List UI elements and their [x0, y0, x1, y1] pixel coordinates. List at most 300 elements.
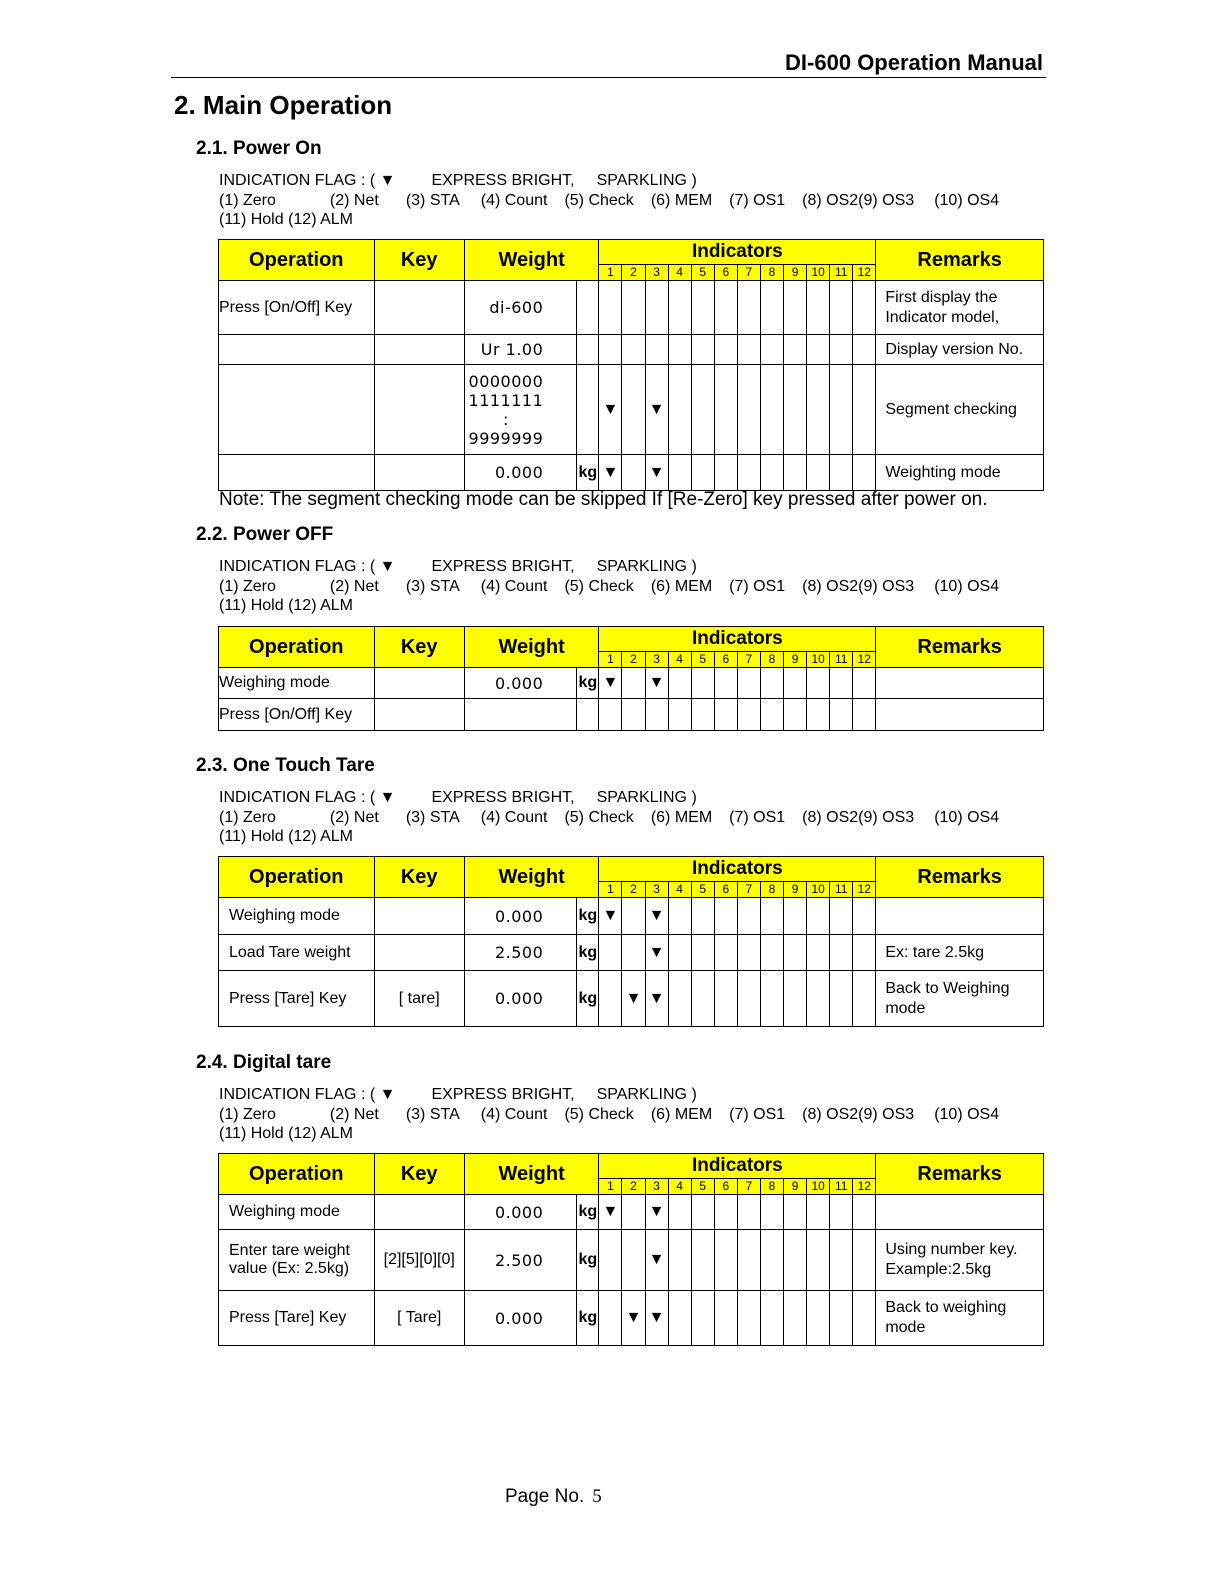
indicator-number: 6 [714, 882, 737, 897]
indicator-cell [714, 668, 737, 699]
remarks-cell: Segment checking [876, 365, 1044, 455]
unit-cell: kg [577, 668, 599, 699]
flag-legend-item: EXPRESS BRIGHT, [431, 172, 575, 189]
indicator-cell [807, 1291, 830, 1346]
flag-legend-line [219, 171, 999, 191]
indicator-cell [737, 898, 760, 935]
remarks-cell: First display the Indicator model, [876, 281, 1044, 335]
indicator-cell [760, 699, 783, 731]
table-row [219, 898, 1044, 935]
indicator-numbers [599, 881, 875, 897]
indicator-cell [807, 699, 830, 731]
flag-legend-item: EXPRESS BRIGHT, [431, 558, 575, 575]
indicator-cell [830, 668, 853, 699]
indicator-number: 7 [737, 652, 760, 667]
indicator-cell [760, 335, 783, 365]
indicator-cell [807, 455, 830, 491]
indicator-cell: ▼ [645, 1291, 668, 1346]
indicator-cell [691, 335, 714, 365]
flag-item: (8) OS2 [802, 577, 859, 595]
flag-item: (10) OS4 [934, 808, 1000, 826]
indicators-title: Indicators [691, 858, 783, 879]
key-cell: [ Tare] [374, 1291, 464, 1346]
indicator-cell [668, 1230, 691, 1291]
indicator-cell: ▼ [645, 971, 668, 1027]
flag-item: (6) MEM [650, 1105, 713, 1123]
table-header-row [219, 240, 1044, 281]
table-header-row [219, 1154, 1044, 1195]
indicator-cell [830, 455, 853, 491]
indicator-cell [784, 1195, 807, 1230]
remarks-cell: Ex: tare 2.5kg [876, 935, 1044, 971]
indicator-cell [853, 1291, 876, 1346]
indication-flags [219, 171, 999, 230]
key-cell [374, 335, 464, 365]
flag-item: (7) OS1 [729, 191, 786, 209]
indicator-cell [830, 281, 853, 335]
indicator-cell [668, 335, 691, 365]
operation-cell [219, 335, 375, 365]
col-indicators-header [599, 857, 876, 898]
weight-cell [464, 365, 576, 455]
indicator-cell [714, 281, 737, 335]
unit-cell [577, 365, 599, 455]
indicator-cell [737, 699, 760, 731]
indicator-cell: ▼ [645, 1230, 668, 1291]
indicator-cell [807, 971, 830, 1027]
indicator-cell [645, 281, 668, 335]
indicator-cell: ▼ [599, 1195, 622, 1230]
indicator-cell [691, 1195, 714, 1230]
indicator-cell: ▼ [645, 668, 668, 699]
indicator-cell [668, 455, 691, 491]
indicator-number: 5 [691, 652, 714, 667]
flag-item: (2) Net [329, 191, 379, 209]
flag-item: (6) MEM [650, 808, 713, 826]
flag-list-line: (11) Hold (12) ALM [219, 828, 353, 845]
indicator-cell [599, 281, 622, 335]
unit-cell: kg [577, 898, 599, 935]
indicator-cell [691, 668, 714, 699]
col-key-header: Key [374, 627, 464, 668]
indicator-cell [737, 365, 760, 455]
flag-item: (3) STA [405, 1105, 460, 1123]
indicator-number: 4 [668, 652, 691, 667]
table-row [219, 365, 1044, 455]
segment-display [469, 372, 544, 448]
indicator-number: 6 [714, 652, 737, 667]
indicator-cell [784, 281, 807, 335]
indicator-cell [714, 971, 737, 1027]
indicator-cell [853, 1230, 876, 1291]
indicator-cell [691, 935, 714, 971]
weight-cell [464, 699, 576, 731]
indicator-cell [622, 935, 645, 971]
indicator-cell [830, 898, 853, 935]
remarks-cell: Back to Weighing mode [876, 971, 1044, 1027]
indicators-title: Indicators [691, 628, 783, 649]
operation-cell: Weighing mode [219, 668, 375, 699]
indicator-cell [853, 668, 876, 699]
indicator-cell [784, 668, 807, 699]
flag-item: (1) Zero [219, 808, 276, 826]
flag-legend-item: EXPRESS BRIGHT, [431, 789, 575, 806]
flag-item: (4) Count [480, 577, 548, 595]
flag-item: (2) Net [329, 808, 379, 826]
indicator-cell [853, 935, 876, 971]
flag-item: (3) STA [405, 191, 460, 209]
indicator-cell [853, 455, 876, 491]
flag-list-line: (11) Hold (12) ALM [219, 211, 353, 228]
indicator-cell [830, 1291, 853, 1346]
indicator-cell [691, 365, 714, 455]
flag-item: (4) Count [480, 1105, 548, 1123]
indicator-number: 3 [645, 265, 668, 280]
indicator-cell [784, 455, 807, 491]
indicator-number: 9 [783, 652, 806, 667]
indicator-cell [714, 455, 737, 491]
indicator-cell [807, 365, 830, 455]
flag-legend-line [219, 788, 999, 808]
indicator-number: 11 [829, 652, 852, 667]
indicator-number: 12 [852, 652, 875, 667]
key-cell: [2][5][0][0] [374, 1230, 464, 1291]
indicator-cell [737, 668, 760, 699]
flag-item: (5) Check [564, 577, 634, 595]
indication-flags [219, 788, 999, 847]
indicator-number: 8 [760, 882, 783, 897]
indicator-cell: ▼ [599, 365, 622, 455]
indicator-cell [691, 281, 714, 335]
remarks-cell: Using number key. Example:2.5kg [876, 1230, 1044, 1291]
table-row [219, 668, 1044, 699]
flag-item: (9) OS3 [858, 577, 915, 595]
flag-item: (8) OS2 [802, 191, 859, 209]
flag-legend-item: SPARKLING ) [596, 558, 697, 575]
flag-legend-item: SPARKLING ) [596, 789, 697, 806]
indicator-number: 8 [760, 652, 783, 667]
operation-cell: Press [Tare] Key [219, 971, 375, 1027]
flag-list-line: (11) Hold (12) ALM [219, 597, 353, 614]
segment-line: : [502, 409, 509, 429]
indicator-cell [645, 699, 668, 731]
manual-title: DI-600 Operation Manual [785, 50, 1043, 75]
flag-legend-item: INDICATION FLAG : ( ▼ [219, 558, 396, 575]
page-label: Page No. [505, 1486, 585, 1507]
col-operation-header: Operation [219, 240, 375, 281]
col-weight-header: Weight [464, 627, 599, 668]
flag-item: (6) MEM [650, 191, 713, 209]
flag-legend-line [219, 1085, 999, 1105]
indicator-cell: ▼ [599, 455, 622, 491]
indicator-cell [737, 935, 760, 971]
indicator-number: 2 [621, 1179, 644, 1194]
section-title-power-off: 2.2. Power OFF [196, 524, 334, 545]
col-weight-header: Weight [464, 857, 599, 898]
indicator-numbers [599, 1178, 875, 1194]
weight-cell: di-600 [464, 281, 576, 335]
weight-cell: 0.000 [464, 971, 576, 1027]
indicator-cell [760, 365, 783, 455]
indicator-cell [830, 335, 853, 365]
col-indicators-header [599, 627, 876, 668]
flag-item: (9) OS3 [858, 191, 915, 209]
indicator-cell: ▼ [645, 1195, 668, 1230]
flag-list-line [219, 808, 999, 828]
flag-item: (8) OS2 [802, 1105, 859, 1123]
indicator-number: 12 [852, 882, 875, 897]
indicator-numbers [599, 264, 875, 280]
indicator-cell [737, 455, 760, 491]
indicator-cell [853, 1195, 876, 1230]
key-cell [374, 699, 464, 731]
indicator-cell [784, 699, 807, 731]
indicator-cell [691, 971, 714, 1027]
indicator-cell [853, 281, 876, 335]
segment-line: 9999999 [468, 428, 544, 448]
indicator-cell [622, 335, 645, 365]
indicator-cell [760, 971, 783, 1027]
flag-item: (1) Zero [219, 577, 276, 595]
indicator-number: 11 [829, 882, 852, 897]
flag-legend-item: INDICATION FLAG : ( ▼ [219, 789, 396, 806]
indicator-number: 9 [783, 265, 806, 280]
indicator-cell [760, 1230, 783, 1291]
flag-item: (3) STA [405, 577, 460, 595]
indicator-cell [668, 668, 691, 699]
flag-item: (6) MEM [650, 577, 713, 595]
flag-legend-item: INDICATION FLAG : ( ▼ [219, 172, 396, 189]
indicator-cell [691, 699, 714, 731]
indicator-number: 3 [645, 882, 668, 897]
indicator-cell [622, 365, 645, 455]
indicator-cell: ▼ [645, 365, 668, 455]
col-remarks-header: Remarks [876, 857, 1044, 898]
indicator-cell [737, 1291, 760, 1346]
indicator-number: 10 [806, 1179, 829, 1194]
indicator-cell: ▼ [599, 898, 622, 935]
table-row [219, 935, 1044, 971]
flag-item: (10) OS4 [934, 577, 1000, 595]
indicator-number: 1 [607, 882, 614, 896]
indicator-cell [853, 898, 876, 935]
indicator-number: 2 [621, 882, 644, 897]
indicator-cell [760, 1195, 783, 1230]
indicator-cell [599, 335, 622, 365]
indicator-cell [830, 935, 853, 971]
indicator-cell [622, 1230, 645, 1291]
operation-cell: Press [On/Off] Key [219, 699, 375, 731]
table-row [219, 281, 1044, 335]
indicator-cell [784, 1230, 807, 1291]
flag-item: (5) Check [564, 1105, 634, 1123]
indicator-cell [714, 1230, 737, 1291]
indicator-cell: ▼ [599, 668, 622, 699]
operation-cell: Press [On/Off] Key [219, 281, 375, 335]
indicator-cell [622, 455, 645, 491]
indicator-number: 3 [645, 1179, 668, 1194]
flag-item: (5) Check [564, 808, 634, 826]
indicator-number: 11 [829, 265, 852, 280]
indicator-cell [737, 971, 760, 1027]
flag-item: (7) OS1 [729, 1105, 786, 1123]
flag-item: (4) Count [480, 191, 548, 209]
indicator-cell [668, 365, 691, 455]
table-row [219, 1230, 1044, 1291]
indicator-cell [760, 898, 783, 935]
col-weight-header: Weight [464, 1154, 599, 1195]
table-row [219, 455, 1044, 491]
table-header-row [219, 857, 1044, 898]
flag-item: (3) STA [405, 808, 460, 826]
indicator-number: 2 [621, 265, 644, 280]
unit-cell: kg [577, 971, 599, 1027]
indicators-title: Indicators [691, 1155, 783, 1176]
indicator-cell [691, 455, 714, 491]
indicator-cell [853, 971, 876, 1027]
remarks-cell: Back to weighing mode [876, 1291, 1044, 1346]
indicator-number: 1 [607, 1179, 614, 1193]
col-remarks-header: Remarks [876, 1154, 1044, 1195]
flag-item: (2) Net [329, 577, 379, 595]
indicator-cell [830, 971, 853, 1027]
segment-note: Note: The segment checking mode can be skipped If [Re-Zero] key pressed after power on. [219, 489, 988, 510]
indicator-number: 8 [760, 1179, 783, 1194]
col-operation-header: Operation [219, 857, 375, 898]
segment-line: 1111111 [468, 390, 544, 410]
indicator-number: 6 [714, 265, 737, 280]
col-weight-header: Weight [464, 240, 599, 281]
flag-legend-item: SPARKLING ) [596, 172, 697, 189]
operation-cell: Weighing mode [219, 1195, 375, 1230]
indicator-cell: ▼ [645, 455, 668, 491]
key-cell [374, 668, 464, 699]
indicator-cell [691, 1291, 714, 1346]
key-cell [374, 281, 464, 335]
weight-cell: 0.000 [464, 898, 576, 935]
indicator-number: 12 [852, 265, 875, 280]
indicator-cell [714, 1291, 737, 1346]
one-touch-tare-table [218, 856, 1044, 1027]
indicator-cell [622, 1195, 645, 1230]
flag-item: (7) OS1 [729, 808, 786, 826]
flag-item: (5) Check [564, 191, 634, 209]
indicator-cell [760, 1291, 783, 1346]
table-row [219, 971, 1044, 1027]
col-remarks-header: Remarks [876, 627, 1044, 668]
flag-list-line: (11) Hold (12) ALM [219, 1125, 353, 1142]
indicator-number: 1 [607, 265, 614, 279]
flag-item: (9) OS3 [858, 808, 915, 826]
indicator-cell [784, 335, 807, 365]
indicator-number: 10 [806, 265, 829, 280]
indicator-number: 7 [737, 1179, 760, 1194]
operation-cell: Enter tare weight value (Ex: 2.5kg) [219, 1230, 375, 1291]
indicator-cell [830, 1195, 853, 1230]
weight-cell: 0.000 [464, 668, 576, 699]
unit-cell: kg [577, 455, 599, 491]
indicator-cell [737, 335, 760, 365]
indicator-cell [622, 281, 645, 335]
indicator-cell [599, 1230, 622, 1291]
unit-cell: kg [577, 1291, 599, 1346]
flag-item: (8) OS2 [802, 808, 859, 826]
table-row [219, 335, 1044, 365]
indicator-cell: ▼ [645, 898, 668, 935]
indicator-cell [737, 281, 760, 335]
indicator-number: 4 [668, 1179, 691, 1194]
indicator-number: 5 [691, 1179, 714, 1194]
indicator-number: 10 [806, 652, 829, 667]
indicator-cell [760, 668, 783, 699]
indicator-cell [760, 455, 783, 491]
remarks-cell [876, 668, 1044, 699]
indicator-cell [807, 335, 830, 365]
weight-cell: Ur 1.00 [464, 335, 576, 365]
indicator-number: 2 [621, 652, 644, 667]
indicator-cell [807, 668, 830, 699]
indicator-cell [853, 699, 876, 731]
unit-cell: kg [577, 1230, 599, 1291]
indicator-number: 11 [829, 1179, 852, 1194]
remarks-cell [876, 699, 1044, 731]
remarks-cell [876, 1195, 1044, 1230]
indicator-cell [737, 1195, 760, 1230]
digital-tare-table [218, 1153, 1044, 1346]
flag-item: (9) OS3 [858, 1105, 915, 1123]
weight-cell: 2.500 [464, 935, 576, 971]
indicator-cell [599, 699, 622, 731]
indicator-number: 4 [668, 265, 691, 280]
indicator-cell [668, 1195, 691, 1230]
table-row [219, 1195, 1044, 1230]
col-indicators-header [599, 1154, 876, 1195]
indicator-cell [830, 699, 853, 731]
flag-list-line [219, 577, 999, 597]
indicator-numbers [599, 651, 875, 667]
key-cell [374, 935, 464, 971]
indicator-cell [668, 1291, 691, 1346]
indicator-cell [714, 935, 737, 971]
unit-cell: kg [577, 935, 599, 971]
flag-legend-item: SPARKLING ) [596, 1086, 697, 1103]
indicator-number: 9 [783, 882, 806, 897]
flag-list-line [219, 1105, 999, 1125]
operation-cell: Press [Tare] Key [219, 1291, 375, 1346]
indicator-cell [668, 935, 691, 971]
indicator-cell [784, 365, 807, 455]
indicator-cell: ▼ [645, 935, 668, 971]
remarks-cell: Weighting mode [876, 455, 1044, 491]
col-key-header: Key [374, 240, 464, 281]
indicator-number: 6 [714, 1179, 737, 1194]
table-row [219, 699, 1044, 731]
section-title-one-touch-tare: 2.3. One Touch Tare [196, 755, 375, 776]
indicator-cell [599, 1291, 622, 1346]
unit-cell [577, 281, 599, 335]
indicator-cell [622, 699, 645, 731]
indicator-cell [599, 935, 622, 971]
indicator-cell [691, 1230, 714, 1291]
key-cell: [ tare] [374, 971, 464, 1027]
unit-cell: kg [577, 1195, 599, 1230]
remarks-cell [876, 898, 1044, 935]
indicator-cell [853, 365, 876, 455]
indicator-number: 8 [760, 265, 783, 280]
weight-cell: 0.000 [464, 1195, 576, 1230]
flag-item: (10) OS4 [934, 1105, 1000, 1123]
section-title-power-on: 2.1. Power On [196, 138, 322, 159]
